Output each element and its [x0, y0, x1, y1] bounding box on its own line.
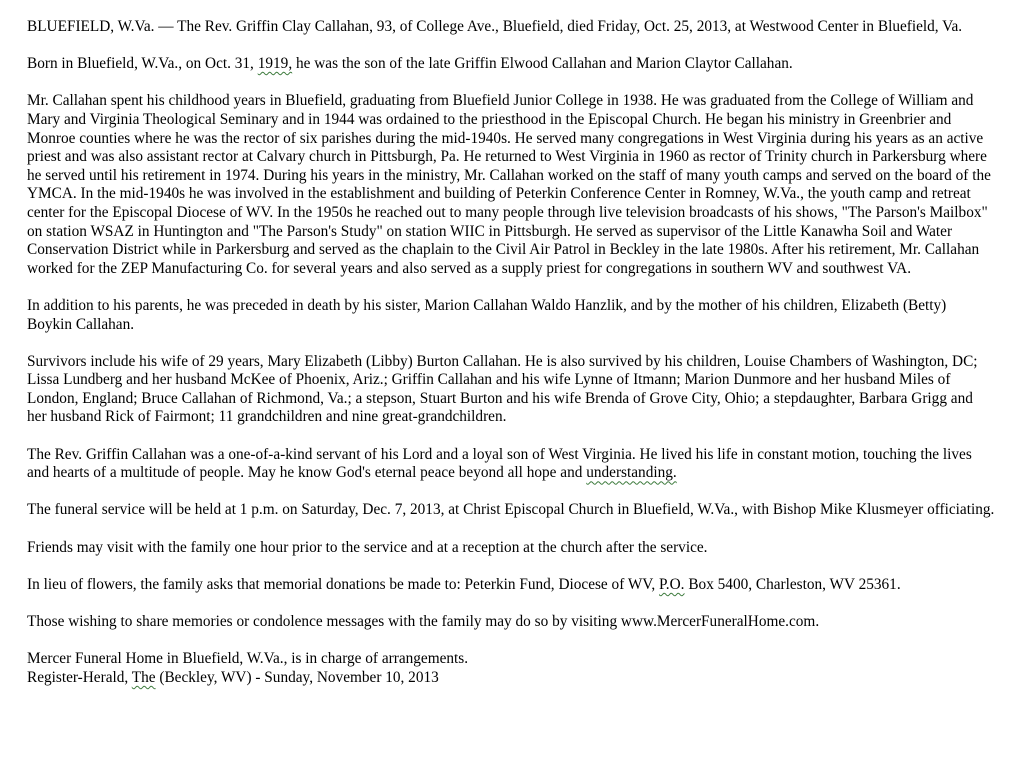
source-text-end: (Beckley, WV) - Sunday, November 10, 2013 — [155, 668, 439, 686]
visitation-paragraph: Friends may visit with the family one hour prior to the service and at a reception at the church after the service. — [27, 538, 708, 556]
birth-text-start: Born in Bluefield, W.Va., on Oct. 31, — [27, 55, 258, 73]
memorials-text-end: Box 5400, Charleston, WV 25361. — [684, 575, 901, 593]
tribute-text: The Rev. Griffin Callahan was a one-of-a-kind servant of his Lord and a loyal son of West Virginia. He lived his life in constant motion, touching the lives and hearts of a multitude of people. May he know God's eternal peace beyond all hope and — [27, 445, 972, 482]
obituary-document — [27, 18, 995, 687]
funeral-paragraph: The funeral service will be held at 1 p.m. on Saturday, Dec. 7, 2013, at Christ Episcopal Church in Bluefield, W.Va., with Bishop Mike Klusmeyer officiating. — [27, 501, 995, 519]
source-flagged-word: The — [131, 668, 156, 686]
birth-paragraph — [27, 55, 995, 74]
tribute-flagged-word: understanding. — [586, 464, 677, 482]
biography-paragraph: Mr. Callahan spent his childhood years in Bluefield, graduating from Bluefield Junior College in 1938. He was graduated from the College of William and Mary and Virginia Theological Seminary and in 1944 was ordained to the priesthood in the Episcopal Church. He began his ministry in Greenbrier and Monroe counties where he was the rector of six parishes during the mid-1940s. He served many congregations in West Virginia during his years as an active priest and was also assistant rector at Calvary church in Pittsburgh, Pa. He returned to West Virginia in 1960 as rector of Trinity church in Parkersburg where he served until his retirement in 1974. During his years in the ministry, Mr. Callahan worked on the staff of many youth camps and served on the board of the YMCA. In the mid-1940s he was involved in the establishment and building of Peterkin Conference Center in Romney, W.Va., the youth camp and retreat center for the Episcopal Diocese of WV. In the 1950s he reached out to many people through live television broadcasts of his shows, "The Parson's Mailbox" on station WSAZ in Huntington and "The Parson's Study" on station WIIC in Pittsburgh. He served as supervisor of the Little Kanawha Soil and Water Conservation District while in Parkersburg and served as the chaplain to the Civil Air Patrol in Beckley in the late 1980s. After his retirement, Mr. Callahan worked for the ZEP Manufacturing Co. for several years and also served as a supply priest for congregations in southern WV and southwest VA. — [27, 92, 991, 277]
source-text-start: Register-Herald, — [27, 668, 132, 686]
arrangements-line: Mercer Funeral Home in Bluefield, W.Va., is in charge of arrangements. — [27, 650, 469, 668]
tribute-paragraph — [27, 446, 995, 483]
memorials-text-start: In lieu of flowers, the family asks that memorial donations be made to: Peterkin Fund, Diocese of WV, — [27, 575, 659, 593]
condolences-paragraph: Those wishing to share memories or condolence messages with the family may do so by visiting www.MercerFuneralHome.com. — [27, 613, 820, 630]
survivors-paragraph: Survivors include his wife of 29 years, Mary Elizabeth (Libby) Burton Callahan. He is also survived by his children, Louise Chambers of Washington, DC; Lissa Lundberg and her husband McKee of Phoenix, Ariz.; Griffin Callahan and his wife Lynne of Itmann; Marion Dunmore and her husband Miles of London, England; Bruce Callahan of Richmond, Va.; a stepson, Stuart Burton and his wife Brenda of Grove City, Ohio; a stepdaughter, Barbara Grigg and her husband Rick of Fairmont; 11 grandchildren and nine great-grandchildren. — [27, 352, 978, 426]
memorials-paragraph — [27, 576, 995, 595]
po-box-flagged: P.O. — [659, 575, 685, 593]
birth-year-flagged: 1919, — [257, 55, 293, 73]
preceded-paragraph: In addition to his parents, he was preceded in death by his sister, Marion Callahan Waldo Hanzlik, and by the mother of his children, Elizabeth (Betty) Boykin Callahan. — [27, 296, 947, 333]
birth-text-end: he was the son of the late Griffin Elwood Callahan and Marion Claytor Callahan. — [292, 55, 793, 73]
dateline-paragraph: BLUEFIELD, W.Va. — The Rev. Griffin Clay Callahan, 93, of College Ave., Bluefield, died Friday, Oct. 25, 2013, at Westwood Center in Bluefield, Va. — [27, 18, 963, 35]
source-line — [27, 669, 995, 688]
